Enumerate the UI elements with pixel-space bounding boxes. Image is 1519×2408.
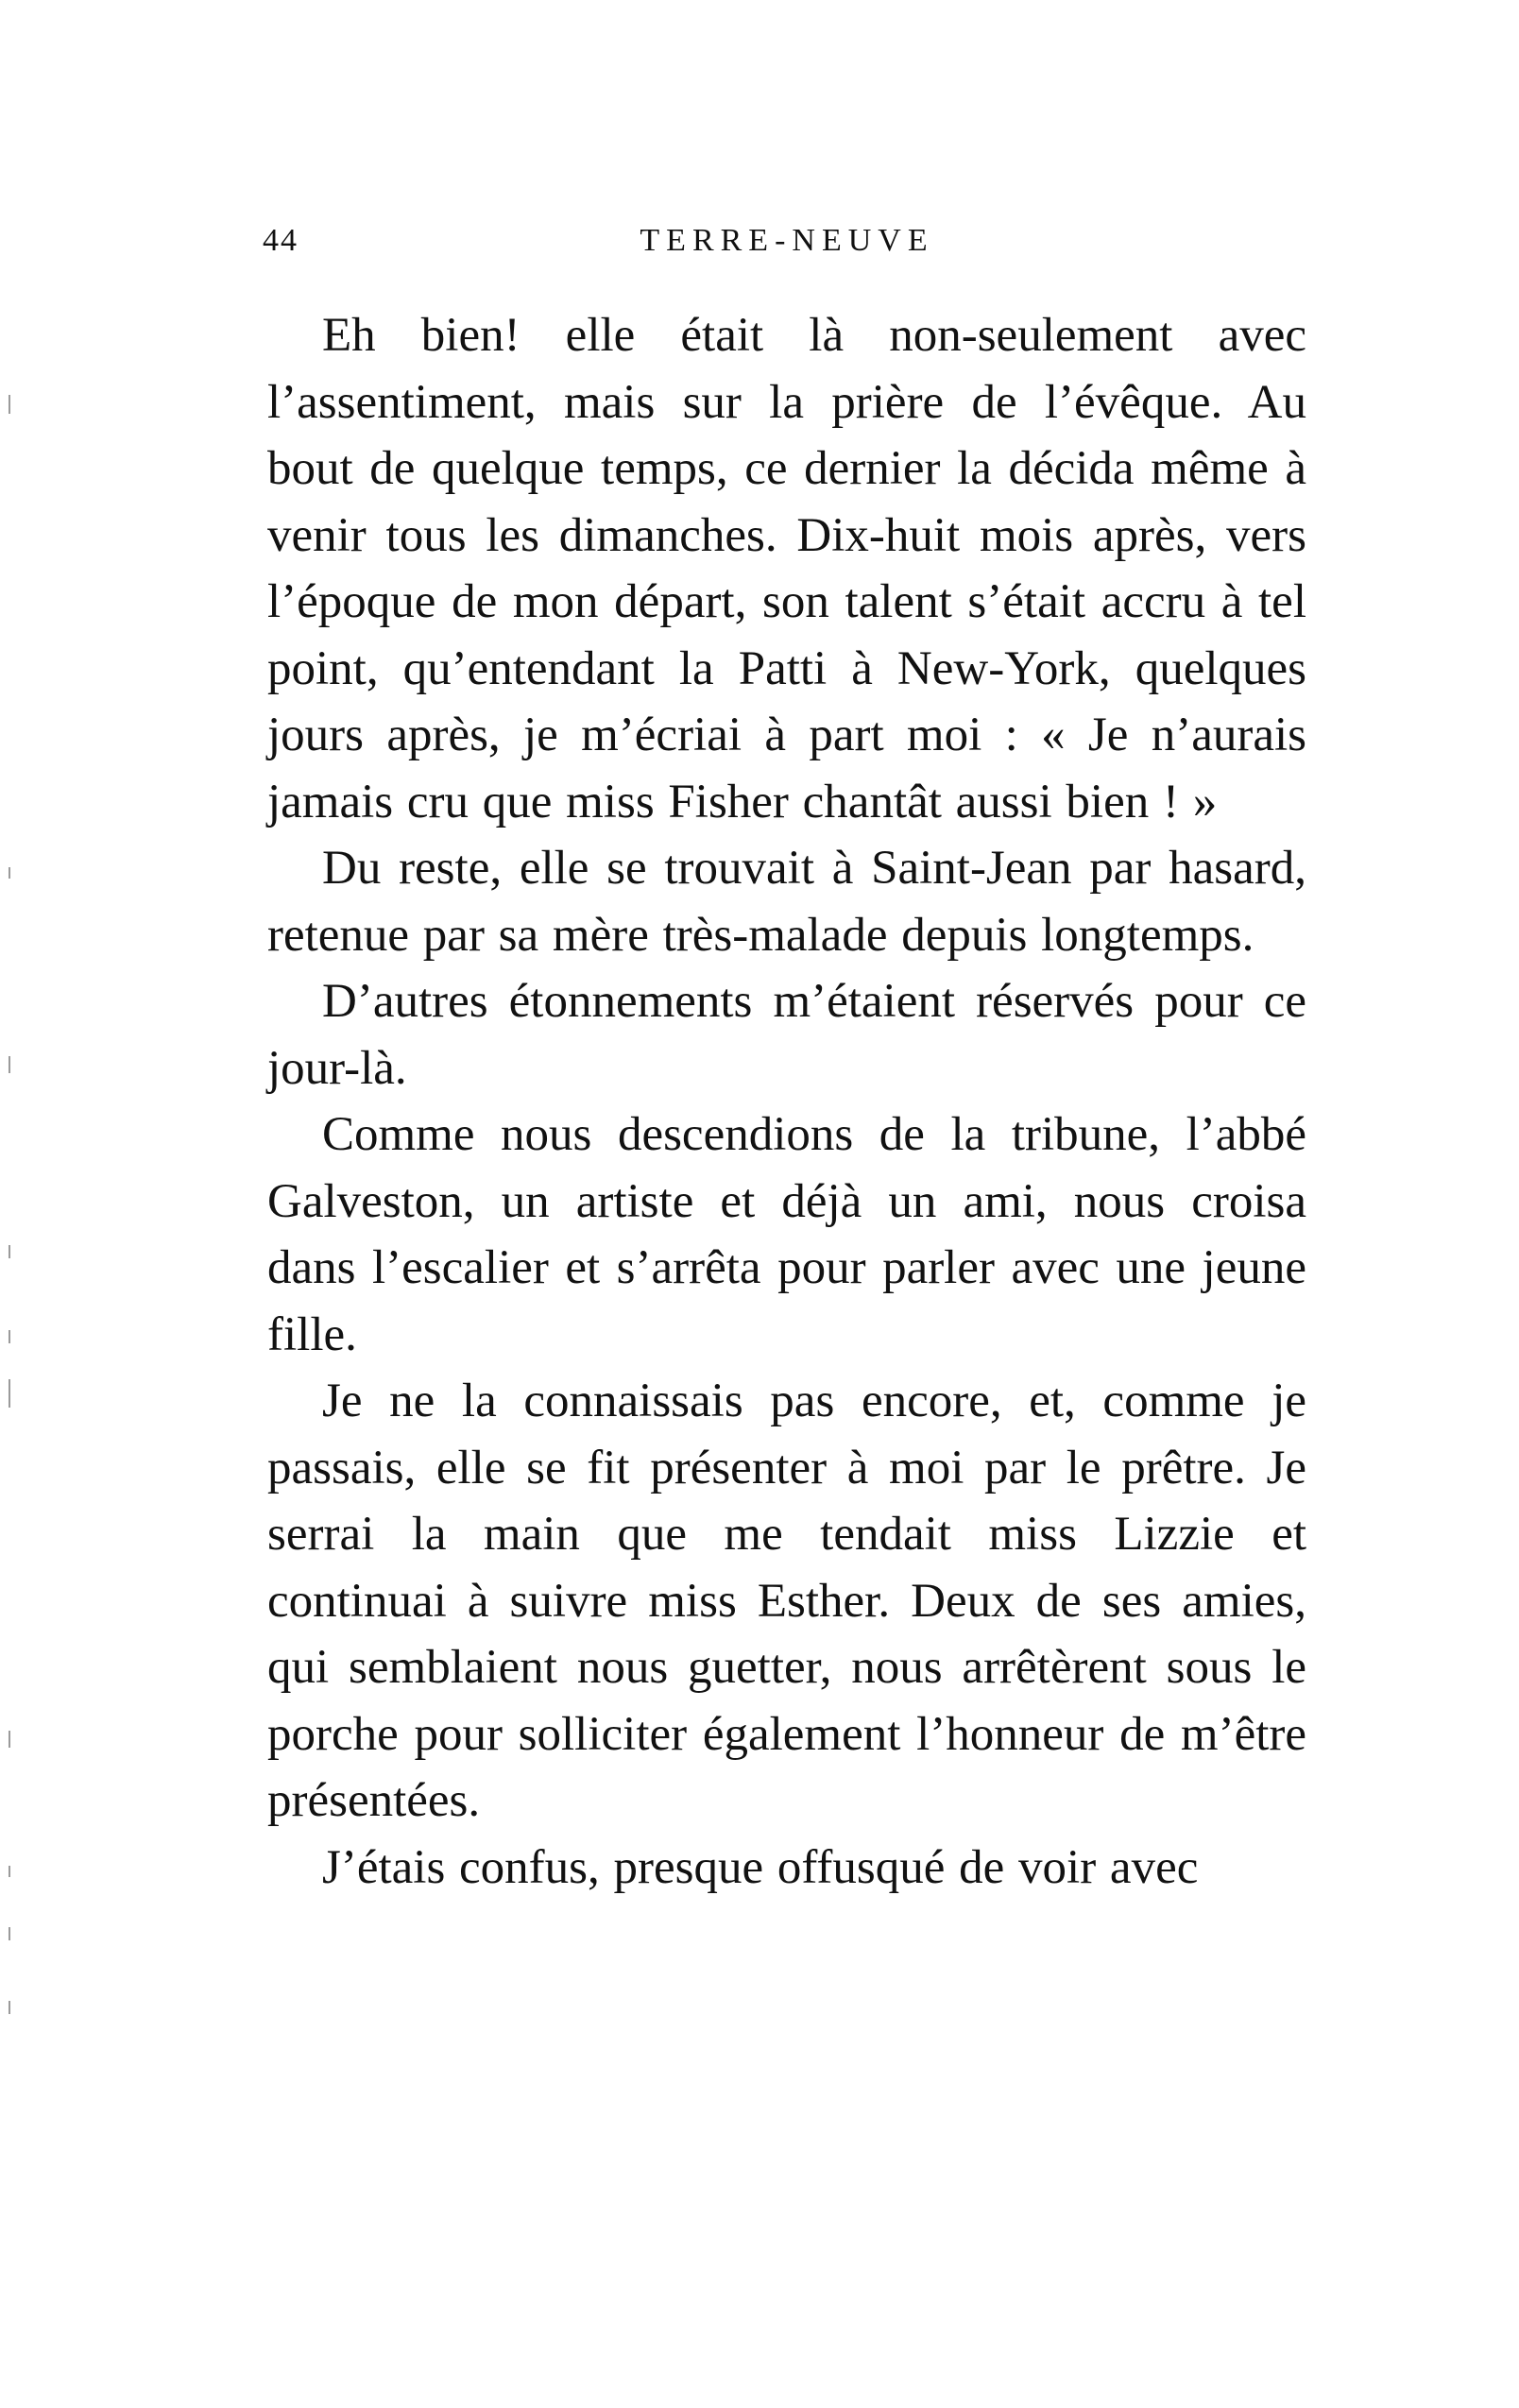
paragraph: Je ne la connaissais pas encore, et, comme je passais, elle se fit présenter à moi par le prêtre. Je serrai la main que me tendait miss Lizzie et continuai à suivre miss Esther. Deux de ses amies, qui semblaient nous guetter, nous arrêtèrent sous le porche pour solliciter également l’honneur de m’être présentées. bbox=[267, 1375, 1306, 1827]
scan-margin-mark bbox=[9, 1731, 10, 1748]
scan-margin-mark bbox=[9, 395, 10, 414]
paragraph: D’autres étonnements m’étaient réservés pour ce jour-là. bbox=[267, 975, 1306, 1095]
scan-margin-mark bbox=[9, 1330, 10, 1343]
body-text bbox=[267, 302, 1306, 1901]
paragraph: Eh bien! elle était là non-seulement avec l’assentiment, mais sur la prière de l’évêque. Au bout de quelque temps, ce dernier la décida même à venir tous les dimanches. Dix-huit mois après, vers l’époque de mon départ, son talent s’était accru à tel point, qu’entendant la Patti à New-York, quelques jours après, je m’écriai à part moi : « Je n’aurais jamais cru que miss Fisher chantât aussi bien ! » bbox=[267, 309, 1306, 828]
page-number: 44 bbox=[263, 223, 299, 258]
scan-margin-mark bbox=[9, 1379, 10, 1408]
scan-margin-mark bbox=[9, 1056, 10, 1073]
paragraph: Comme nous descendions de la tribune, l’abbé Galveston, un artiste et déjà un ami, nous croisa dans l’escalier et s’arrêta pour parler avec une jeune fille. bbox=[267, 1108, 1306, 1361]
paragraph: Du reste, elle se trouvait à Saint-Jean par hasard, retenue par sa mère très-malade depuis longtemps. bbox=[267, 842, 1306, 962]
scan-margin-mark bbox=[9, 1927, 10, 1940]
paragraph: J’étais confus, presque offusqué de voir avec bbox=[322, 1840, 1199, 1894]
scan-margin-mark bbox=[9, 1245, 10, 1258]
running-title: TERRE-NEUVE bbox=[640, 223, 934, 258]
scan-margin-mark bbox=[9, 2001, 10, 2014]
running-head bbox=[263, 223, 1311, 270]
scan-margin-mark bbox=[9, 1866, 10, 1877]
scan-margin-mark bbox=[9, 867, 10, 879]
